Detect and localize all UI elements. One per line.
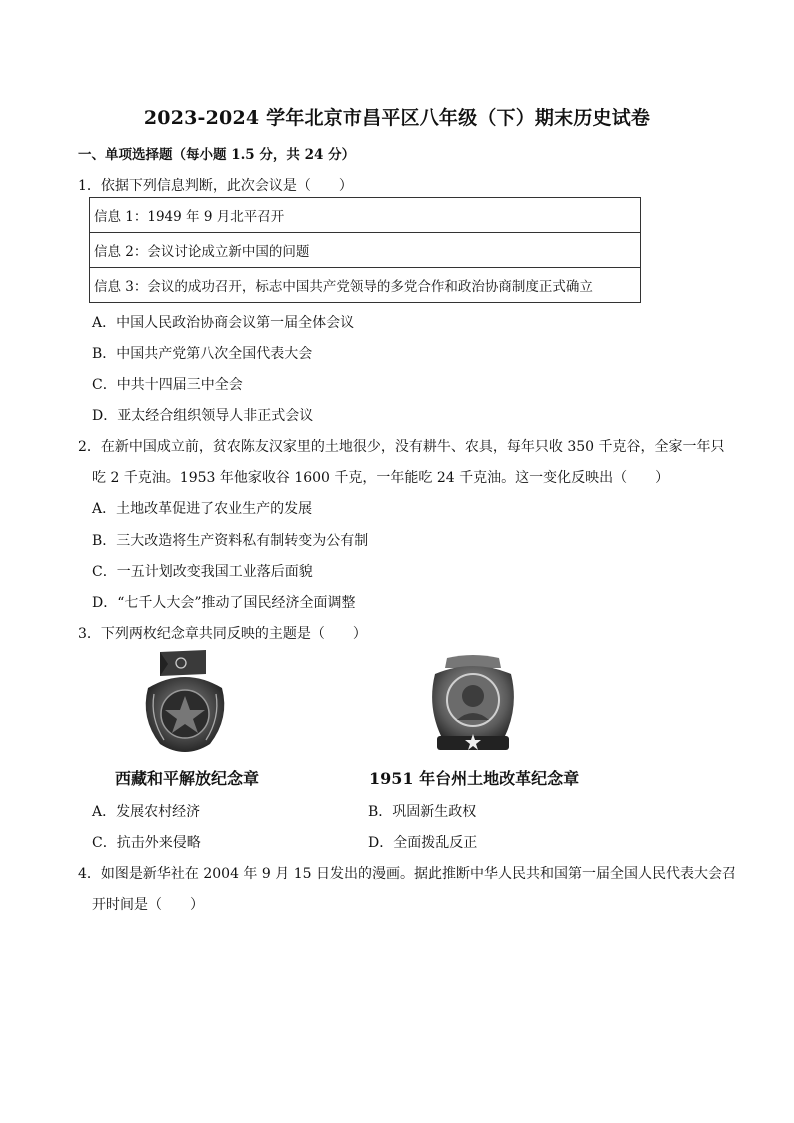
section-heading: 一、单项选择题（每小题 1.5 分，共 24 分） <box>78 147 356 163</box>
q4-stem-line2: 开时间是（ ） <box>92 897 204 913</box>
q1-option-d[interactable]: D．亚太经合组织领导人非正式会议 <box>92 408 314 424</box>
q3-option-a[interactable]: A．发展农村经济 <box>92 804 201 820</box>
q2-stem-line2: 吃 2 千克油。1953 年他家收谷 1600 千克，一年能吃 24 千克油。这一变化反映出（ ） <box>92 470 670 486</box>
q2-option-d[interactable]: D．“七千人大会”推动了国民经济全面调整 <box>92 595 356 611</box>
q2-option-c[interactable]: C．一五计划改变我国工业落后面貌 <box>92 564 313 580</box>
tibet-badge-icon <box>140 648 230 760</box>
q2-option-a[interactable]: A．土地改革促进了农业生产的发展 <box>92 501 313 517</box>
q3-stem: 3．下列两枚纪念章共同反映的主题是（ ） <box>78 626 367 642</box>
q2-stem-line1: 2．在新中国成立前，贫农陈友汉家里的土地很少，没有耕牛、农具，每年只收 350 千克谷，全家一年只 <box>78 439 725 455</box>
q1-stem: 1．依据下列信息判断，此次会议是（ ） <box>78 178 353 194</box>
q1-option-a[interactable]: A．中国人民政治协商会议第一届全体会议 <box>92 315 355 331</box>
q1-option-c[interactable]: C．中共十四届三中全会 <box>92 377 243 393</box>
q3-option-c[interactable]: C．抗击外来侵略 <box>92 835 201 851</box>
q1-info-row: 信息 3：会议的成功召开，标志中国共产党领导的多党合作和政治协商制度正式确立 <box>90 268 641 303</box>
q1-info-row: 信息 2：会议讨论成立新中国的问题 <box>90 233 641 268</box>
q3-image-caption-2: 1951 年台州土地改革纪念章 <box>369 769 580 788</box>
q1-info-table <box>89 197 641 303</box>
q2-option-b[interactable]: B．三大改造将生产资料私有制转变为公有制 <box>92 533 369 549</box>
q1-option-b[interactable]: B．中国共产党第八次全国代表大会 <box>92 346 313 362</box>
q3-option-d[interactable]: D．全面拨乱反正 <box>368 835 478 851</box>
q3-option-b[interactable]: B．巩固新生政权 <box>368 804 477 820</box>
q3-image-caption-1: 西藏和平解放纪念章 <box>115 769 260 788</box>
taizhou-badge-icon <box>425 654 521 762</box>
q4-stem-line1: 4．如图是新华社在 2004 年 9 月 15 日发出的漫画。据此推断中华人民共和国第一届全国人民代表大会召 <box>78 866 736 882</box>
page-title: 2023-2024 学年北京市昌平区八年级（下）期末历史试卷 <box>143 107 651 129</box>
q1-info-row: 信息 1：1949 年 9 月北平召开 <box>90 198 641 233</box>
